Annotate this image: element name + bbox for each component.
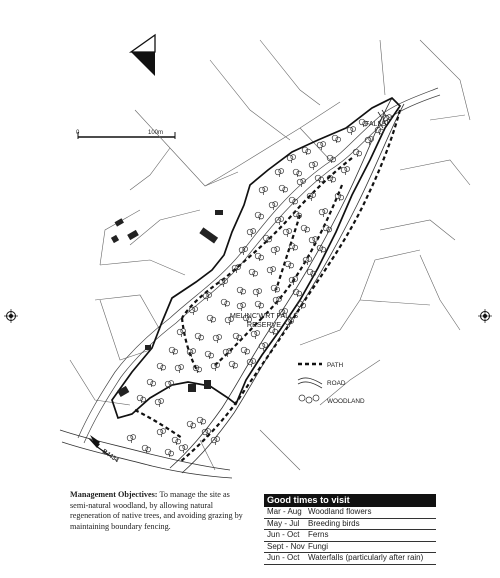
- road: [60, 98, 404, 478]
- tree-icon: [172, 437, 180, 445]
- tree-icon: [197, 417, 205, 425]
- tree-icon: [221, 299, 229, 307]
- interest-cell: Ferns: [308, 530, 329, 540]
- tree-icon: [241, 347, 249, 355]
- period-cell: Jun - Oct: [267, 530, 300, 540]
- tree-icon: [289, 277, 297, 285]
- tree-icon: [169, 347, 177, 355]
- tree-icon: [249, 269, 257, 277]
- tree-icon: [175, 365, 183, 373]
- tree-icon: [233, 333, 241, 341]
- tree-icon: [255, 253, 263, 261]
- tree-icon: [327, 155, 335, 163]
- tree-icon: [213, 335, 221, 343]
- interest-cell: Fungi: [308, 541, 329, 551]
- footpaths: [135, 110, 400, 462]
- tree-icon: [255, 212, 263, 220]
- tree-icon: [297, 179, 305, 187]
- period-cell: Sept - Nov: [267, 541, 305, 551]
- tree-icon: [293, 289, 301, 297]
- road-number-label: B4434: [100, 447, 120, 465]
- tree-icon: [147, 379, 155, 387]
- table-row: [264, 507, 436, 519]
- tree-icon: [155, 399, 163, 407]
- legend-woodland-label: WOODLAND: [327, 398, 365, 405]
- scale-end-label: 100m: [148, 130, 164, 136]
- tree-icon: [207, 315, 215, 323]
- tree-icon: [302, 147, 310, 155]
- tree-icon: [187, 421, 195, 429]
- tree-icon: [283, 229, 291, 237]
- map-legend: [298, 362, 365, 405]
- tree-icon: [269, 202, 277, 210]
- tree-icon: [237, 303, 245, 311]
- management-text: To manage the site as semi-natural woodland, by allowing natural regeneration of native trees, and avoiding grazing by maintaining boundary fencing.: [70, 490, 243, 531]
- field-boundaries: [70, 40, 470, 470]
- tree-icon: [317, 142, 325, 150]
- interest-cell: Breeding birds: [308, 518, 360, 528]
- good-times-title: Good times to visit: [264, 494, 436, 507]
- tree-icon: [251, 331, 259, 339]
- legend-road-item: [298, 378, 346, 388]
- table-row: [264, 519, 436, 531]
- tree-icon: [165, 449, 173, 457]
- management-objectives: [70, 490, 248, 532]
- tree-icon: [229, 361, 237, 369]
- reserve-name-line1: MELINC'WRT FALLS: [229, 311, 299, 320]
- period-cell: Jun - Oct: [267, 553, 300, 563]
- tree-icon: [195, 333, 203, 341]
- tree-icon: [287, 155, 295, 163]
- interest-cell: Woodland flowers: [308, 507, 372, 516]
- tree-icon: [237, 287, 245, 295]
- interest-cell: Waterfalls (particularly after rain): [308, 553, 424, 563]
- north-arrow-icon: [131, 35, 155, 76]
- tree-icon: [365, 137, 373, 145]
- tree-icon: [255, 301, 263, 309]
- woodland-trees: [127, 115, 391, 457]
- tree-icon: [142, 445, 150, 453]
- reserve-name-line2: RESERVE: [246, 320, 282, 329]
- tree-icon: [301, 225, 309, 233]
- tree-icon: [127, 435, 135, 443]
- tree-icon: [137, 395, 145, 403]
- road-direction-marker: [88, 435, 120, 464]
- tree-icon: [267, 267, 275, 275]
- table-row: [264, 542, 436, 554]
- tree-icon: [157, 363, 165, 371]
- scale-start-label: 0: [76, 130, 80, 136]
- tree-icon: [341, 167, 349, 175]
- tree-icon: [205, 351, 213, 359]
- table-row: [264, 530, 436, 542]
- tree-icon: [211, 363, 219, 371]
- tree-icon: [309, 162, 317, 170]
- tree-icon: [317, 245, 325, 253]
- good-times-table: [264, 494, 436, 565]
- tree-icon: [285, 261, 293, 269]
- legend-path-label: PATH: [327, 362, 344, 369]
- tree-icon: [319, 209, 327, 217]
- tree-icon: [271, 247, 279, 255]
- tree-icon: [253, 289, 261, 297]
- management-heading: Management Objectives:: [70, 490, 158, 499]
- tree-icon: [157, 429, 165, 437]
- tree-icon: [347, 127, 355, 135]
- tree-icon: [259, 187, 267, 195]
- legend-path-item: [298, 362, 343, 369]
- tree-icon: [332, 135, 340, 143]
- legend-road-label: ROAD: [327, 380, 346, 387]
- table-row: [264, 553, 436, 565]
- period-cell: May - Jul: [267, 518, 300, 528]
- period-cell: Mar - Aug: [267, 507, 302, 516]
- legend-woodland-item: [299, 395, 365, 405]
- river: [78, 88, 440, 443]
- registration-mark-icon: [4, 309, 18, 323]
- tree-icon: [279, 185, 287, 193]
- registration-mark-icon: [478, 309, 492, 323]
- tree-icon: [289, 197, 297, 205]
- tree-icon: [293, 169, 301, 177]
- falls-label: FALLS: [365, 121, 387, 128]
- tree-icon: [275, 169, 283, 177]
